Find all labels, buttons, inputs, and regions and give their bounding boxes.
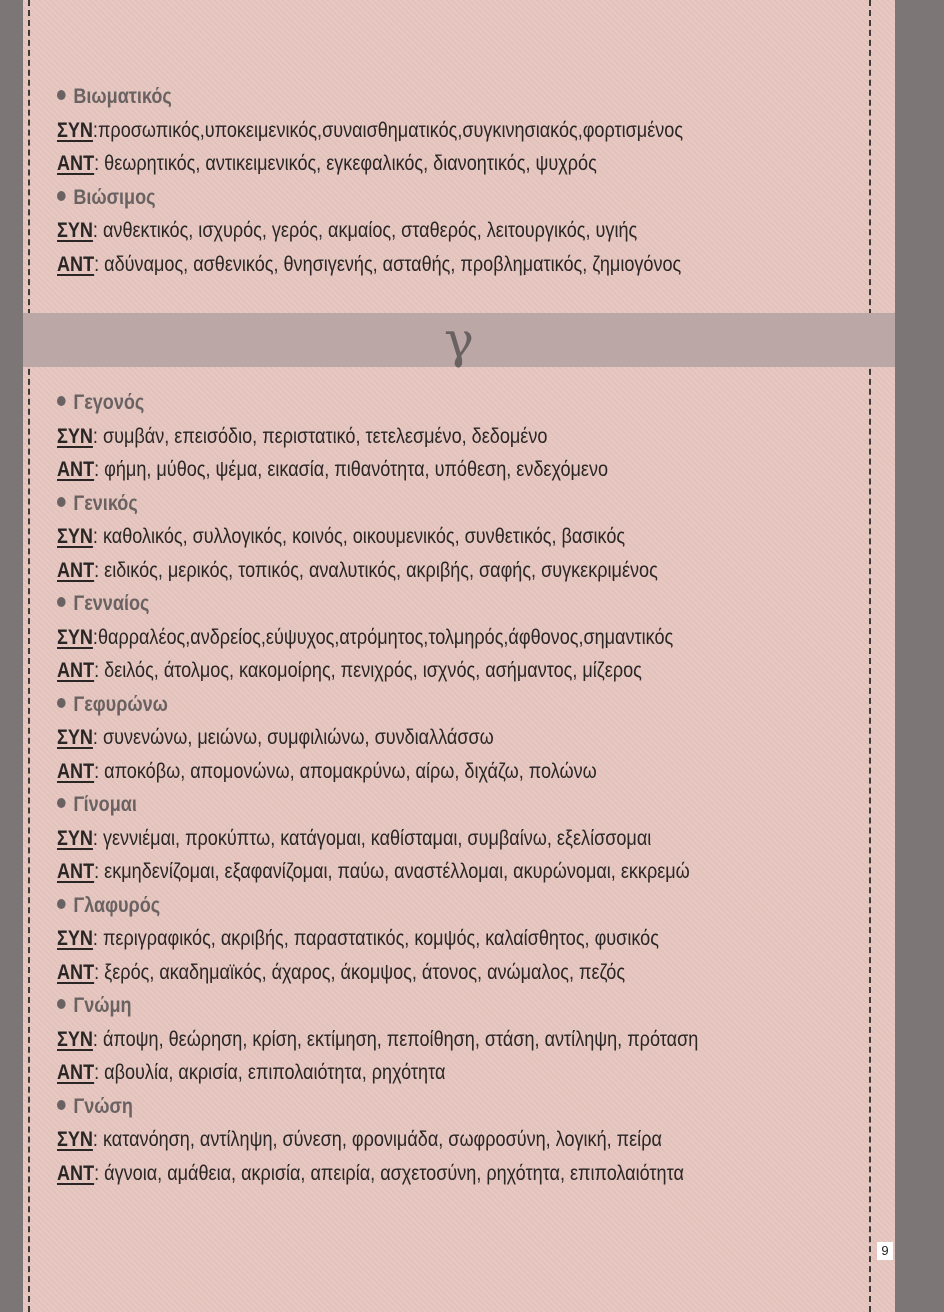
- syn-separator: :: [92, 424, 103, 448]
- syn-label: ΣΥΝ: [57, 927, 93, 950]
- entry-headword: [57, 889, 745, 923]
- syn-label: ΣΥΝ: [57, 118, 93, 142]
- ant-label: ΑΝΤ: [57, 558, 95, 582]
- ant-label: ΑΝΤ: [57, 659, 95, 682]
- entry-headword: [57, 788, 745, 822]
- antonyms-line: [57, 1056, 745, 1090]
- ant-label: ΑΝΤ: [57, 152, 95, 175]
- headword-text: Γενναίος: [73, 592, 150, 615]
- syn-words: θαρραλέος,ανδρείος,εύψυχος,ατρόμητος,τολμηρός,άφθονος,σημαντικός: [97, 625, 674, 649]
- ant-label: ΑΝΤ: [57, 1061, 95, 1084]
- dictionary-entry: [57, 386, 857, 487]
- dictionary-entry: [57, 80, 857, 181]
- bullet-icon: [57, 597, 66, 607]
- synonyms-line: [57, 1023, 745, 1057]
- syn-label: ΣΥΝ: [57, 1027, 93, 1051]
- ant-separator: :: [94, 659, 105, 682]
- ant-words: αβουλία, ακρισία, επιπολαιότητα, ρηχότητα: [104, 1061, 446, 1084]
- entry-headword: [57, 587, 745, 621]
- dictionary-entry: [57, 1090, 857, 1191]
- syn-words: περιγραφικός, ακριβής, παραστατικός, κομψός, καλαίσθητος, φυσικός: [102, 927, 659, 950]
- ant-separator: :: [94, 152, 105, 175]
- synonyms-line: [57, 520, 745, 554]
- antonyms-line: [57, 453, 745, 487]
- bullet-icon: [57, 698, 66, 708]
- section-header-band: [23, 313, 895, 367]
- antonyms-line: [57, 554, 745, 588]
- syn-words: συμβάν, επεισόδιο, περιστατικό, τετελεσμένο, δεδομένο: [102, 424, 548, 448]
- ant-separator: :: [94, 252, 105, 276]
- synonyms-line: [57, 114, 745, 148]
- entry-headword: [57, 487, 745, 521]
- syn-label: ΣΥΝ: [57, 424, 93, 448]
- page-number: 9: [877, 1242, 893, 1260]
- syn-label: ΣΥΝ: [57, 625, 93, 649]
- entry-headword: [57, 688, 745, 722]
- syn-words: ανθεκτικός, ισχυρός, γερός, ακμαίος, σταθερός, λειτουργικός, υγιής: [102, 219, 638, 242]
- syn-words: συνενώνω, μειώνω, συμφιλιώνω, συνδιαλλάσσω: [102, 726, 494, 749]
- syn-words: κατανόηση, αντίληψη, σύνεση, φρονιμάδα, σωφροσύνη, λογική, πείρα: [102, 1128, 662, 1151]
- headword-text: Γνώμη: [73, 994, 132, 1017]
- left-stitch-border: [28, 0, 30, 1312]
- ant-words: θεωρητικός, αντικειμενικός, εγκεφαλικός, διανοητικός, ψυχρός: [104, 152, 597, 175]
- syn-words: άποψη, θεώρηση, κρίση, εκτίμηση, πεποίθηση, στάση, αντίληψη, πρόταση: [102, 1027, 699, 1051]
- headword-text: Γενικός: [73, 491, 138, 515]
- dictionary-entry: [57, 688, 857, 789]
- ant-words: αδύναμος, ασθενικός, θνησιγενής, ασταθής, προβληματικός, ζημιογόνος: [104, 252, 682, 276]
- syn-label: ΣΥΝ: [57, 726, 93, 749]
- synonyms-line: [57, 214, 745, 248]
- bullet-icon: [57, 497, 66, 507]
- bullet-icon: [57, 90, 66, 100]
- section-letter: γ: [444, 311, 474, 369]
- syn-separator: :: [92, 625, 98, 649]
- antonyms-line: [57, 956, 745, 990]
- syn-separator: :: [92, 219, 103, 242]
- synonyms-line: [57, 420, 745, 454]
- ant-label: ΑΝΤ: [57, 458, 95, 481]
- entry-headword: [57, 386, 745, 420]
- entry-headword: [57, 80, 745, 114]
- syn-label: ΣΥΝ: [57, 1128, 93, 1151]
- ant-separator: :: [94, 558, 105, 582]
- headword-text: Γίνομαι: [73, 793, 137, 816]
- headword-text: Γεγονός: [73, 391, 145, 414]
- ant-separator: :: [94, 458, 105, 481]
- syn-separator: :: [92, 118, 98, 142]
- dictionary-entry: [57, 587, 857, 688]
- bullet-icon: [57, 191, 66, 201]
- entries-b-section: [57, 80, 857, 281]
- syn-words: προσωπικός,υποκειμενικός,συναισθηματικός,συγκινησιακός,φορτισμένος: [97, 118, 684, 142]
- syn-separator: :: [92, 1128, 103, 1151]
- dictionary-entry: [57, 487, 857, 588]
- dictionary-entry: [57, 989, 857, 1090]
- bullet-icon: [57, 1100, 66, 1110]
- entry-headword: [57, 1090, 745, 1124]
- bullet-icon: [57, 396, 66, 406]
- ant-words: δειλός, άτολμος, κακομοίρης, πενιχρός, ισχνός, ασήμαντος, μίζερος: [104, 659, 642, 682]
- syn-separator: :: [92, 525, 103, 548]
- right-stitch-border: [869, 0, 871, 1312]
- bullet-icon: [57, 899, 66, 909]
- ant-separator: :: [94, 1061, 105, 1084]
- ant-separator: :: [94, 759, 105, 783]
- antonyms-line: [57, 147, 745, 181]
- dictionary-entry: [57, 181, 857, 282]
- headword-text: Γεφυρώνω: [73, 692, 168, 716]
- antonyms-line: [57, 755, 745, 789]
- headword-text: Βιωματικός: [73, 85, 172, 108]
- entries-g-section: [57, 386, 857, 1190]
- headword-text: Βιώσιμος: [73, 185, 156, 209]
- headword-text: Γνώση: [73, 1094, 133, 1118]
- antonyms-line: [57, 654, 745, 688]
- ant-label: ΑΝΤ: [57, 960, 95, 984]
- syn-words: καθολικός, συλλογικός, κοινός, οικουμενικός, συνθετικός, βασικός: [102, 525, 626, 548]
- antonyms-line: [57, 248, 745, 282]
- ant-separator: :: [94, 960, 105, 984]
- dictionary-entry: [57, 889, 857, 990]
- ant-label: ΑΝΤ: [57, 252, 95, 276]
- syn-separator: :: [92, 826, 103, 850]
- ant-words: ειδικός, μερικός, τοπικός, αναλυτικός, ακριβής, σαφής, συγκεκριμένος: [104, 558, 658, 582]
- ant-label: ΑΝΤ: [57, 759, 95, 783]
- syn-label: ΣΥΝ: [57, 525, 93, 548]
- syn-label: ΣΥΝ: [57, 826, 93, 850]
- ant-words: ξερός, ακαδημαϊκός, άχαρος, άκομψος, άτονος, ανώμαλος, πεζός: [104, 960, 626, 984]
- syn-separator: :: [92, 927, 103, 950]
- ant-words: αποκόβω, απομονώνω, απομακρύνω, αίρω, διχάζω, πολώνω: [104, 759, 597, 783]
- entry-headword: [57, 181, 745, 215]
- ant-separator: :: [94, 1161, 105, 1185]
- synonyms-line: [57, 1123, 745, 1157]
- syn-words: γεννιέμαι, προκύπτω, κατάγομαι, καθίσταμαι, συμβαίνω, εξελίσσομαι: [102, 826, 652, 850]
- antonyms-line: [57, 1157, 745, 1191]
- entry-headword: [57, 989, 745, 1023]
- ant-separator: :: [94, 860, 105, 883]
- ant-words: άγνοια, αμάθεια, ακρισία, απειρία, ασχετοσύνη, ρηχότητα, επιπολαιότητα: [104, 1161, 684, 1185]
- syn-separator: :: [92, 1027, 103, 1051]
- ant-label: ΑΝΤ: [57, 1161, 95, 1185]
- bullet-icon: [57, 999, 66, 1009]
- synonyms-line: [57, 621, 745, 655]
- syn-label: ΣΥΝ: [57, 219, 93, 242]
- ant-words: εκμηδενίζομαι, εξαφανίζομαι, παύω, αναστέλλομαι, ακυρώνομαι, εκκρεμώ: [104, 860, 690, 883]
- antonyms-line: [57, 855, 745, 889]
- dictionary-entry: [57, 788, 857, 889]
- bullet-icon: [57, 798, 66, 808]
- syn-separator: :: [92, 726, 103, 749]
- ant-label: ΑΝΤ: [57, 860, 95, 883]
- headword-text: Γλαφυρός: [73, 893, 161, 917]
- synonyms-line: [57, 922, 745, 956]
- synonyms-line: [57, 822, 745, 856]
- synonyms-line: [57, 721, 745, 755]
- ant-words: φήμη, μύθος, ψέμα, εικασία, πιθανότητα, υπόθεση, ενδεχόμενο: [104, 458, 609, 481]
